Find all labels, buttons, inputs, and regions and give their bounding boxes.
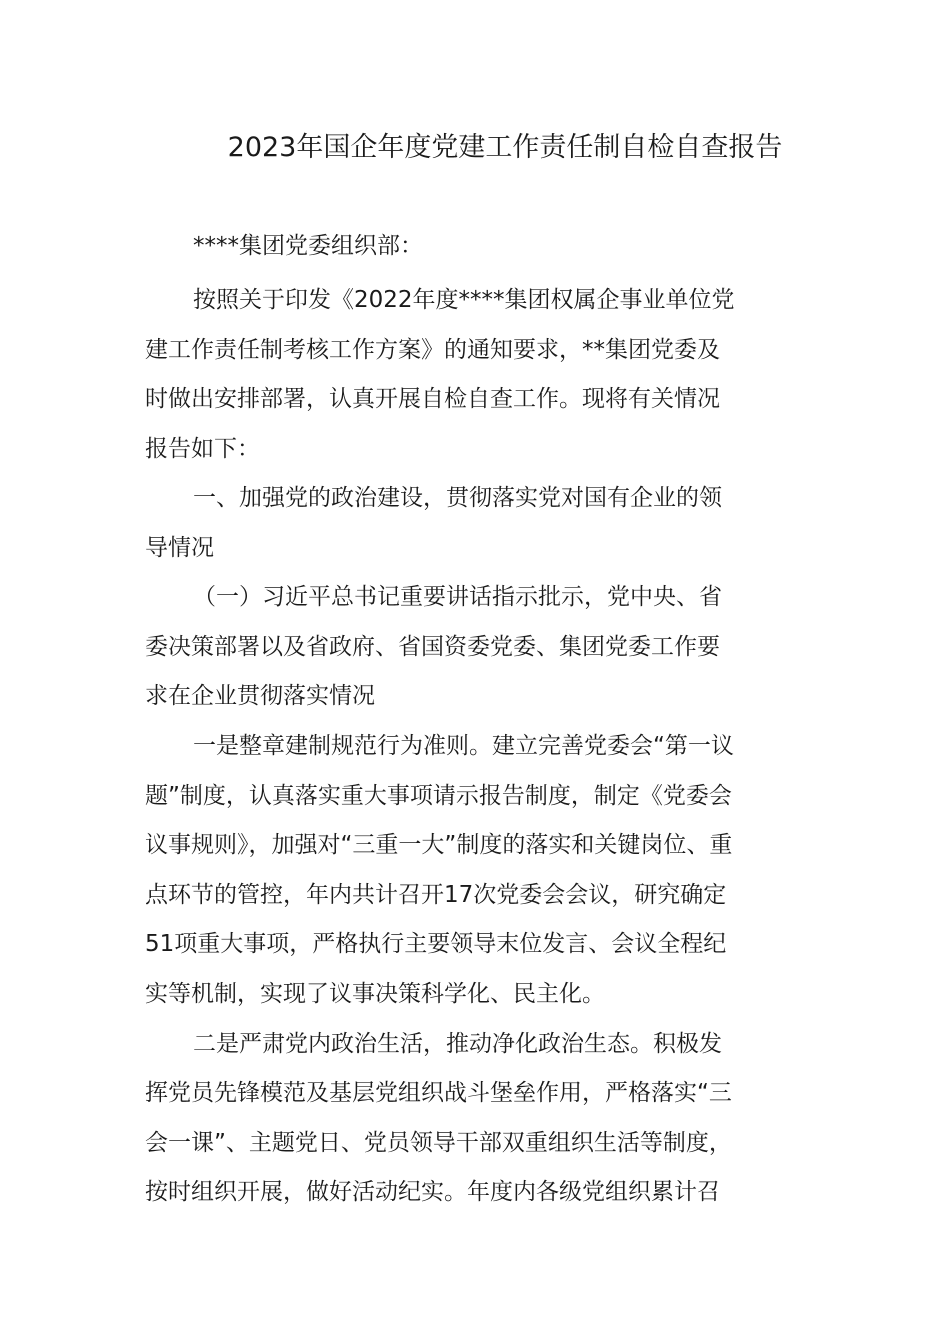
- paragraph-line: 时做出安排部署，认真开展自检自查工作。现将有关情况: [145, 386, 720, 412]
- paragraph-line: 议事规则》，加强对“三重一大”制度的落实和关键岗位、重: [145, 832, 733, 858]
- paragraph-line: 51项重大事项，严格执行主要领导末位发言、会议全程纪: [145, 931, 727, 957]
- section-heading-line: 导情况: [145, 535, 214, 561]
- paragraph-line: 二是严肃党内政治生活，推动净化政治生态。积极发: [193, 1031, 722, 1057]
- addressee-line: ****集团党委组织部：: [193, 233, 423, 259]
- paragraph-line: 一是整章建制规范行为准则。建立完善党委会“第一议: [193, 733, 734, 759]
- paragraph-line: 挥党员先锋模范及基层党组织战斗堡垒作用，严格落实“三: [145, 1080, 732, 1106]
- subsection-heading-line: 委决策部署以及省政府、省国资委党委、集团党委工作要: [145, 634, 720, 660]
- section-heading-line: 一、加强党的政治建设，贯彻落实党对国有企业的领: [193, 485, 722, 511]
- paragraph-line: 题”制度，认真落实重大事项请示报告制度，制定《党委会: [145, 783, 732, 809]
- paragraph-line: 点环节的管控，年内共计召开17次党委会会议，研究确定: [145, 882, 727, 908]
- paragraph-line: 按照关于印发《2022年度****集团权属企事业单位党: [193, 287, 735, 313]
- paragraph-line: 报告如下：: [145, 436, 260, 462]
- subsection-heading-line: （一）习近平总书记重要讲话指示批示，党中央、省: [193, 584, 722, 610]
- paragraph-line: 建工作责任制考核工作方案》的通知要求，**集团党委及: [145, 337, 720, 363]
- paragraph-line: 会一课”、主题党日、党员领导干部双重组织生活等制度，: [145, 1130, 732, 1156]
- document-title: 2023年国企年度党建工作责任制自检自查报告: [227, 132, 783, 163]
- paragraph-line: 实等机制，实现了议事决策科学化、民主化。: [145, 981, 605, 1007]
- subsection-heading-line: 求在企业贯彻落实情况: [145, 683, 375, 709]
- paragraph-line: 按时组织开展，做好活动纪实。年度内各级党组织累计召: [145, 1179, 720, 1205]
